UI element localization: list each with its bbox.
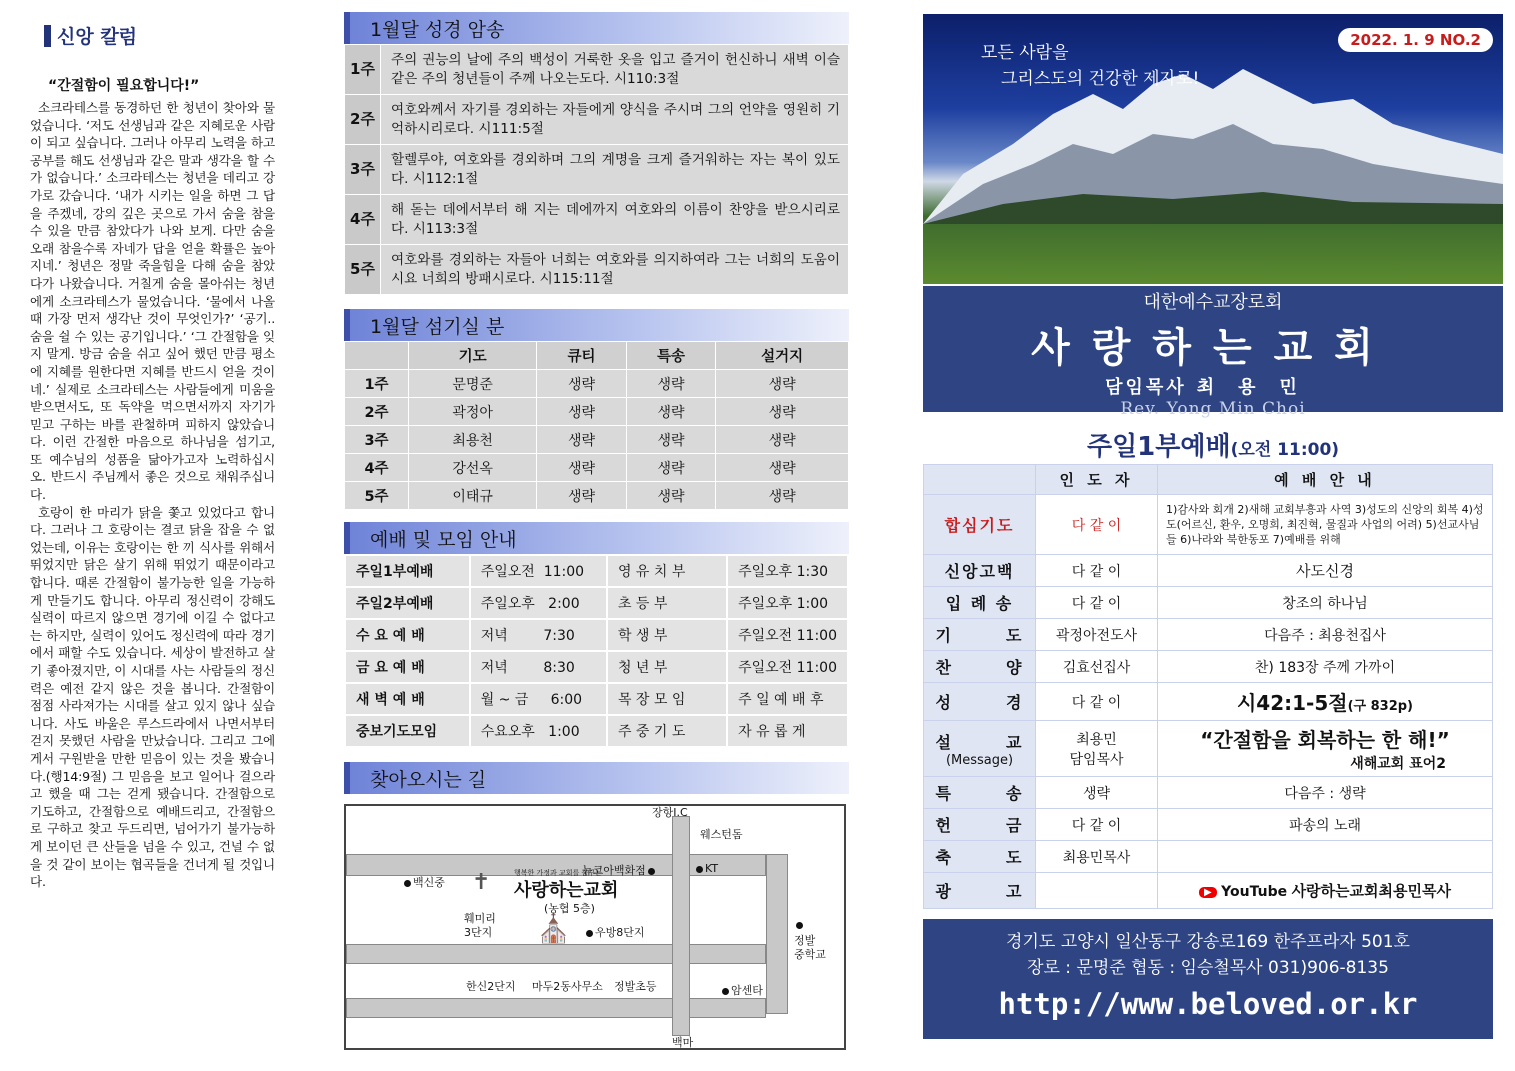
table-row [924,651,1493,683]
week-cell: 1주 [345,370,409,398]
cell: 생략 [716,370,849,398]
map-label: 3단지 [464,926,493,939]
service-hour: 11:00 [543,564,585,580]
order-name: 입 례 송 [924,587,1036,619]
order-info: 1)감사와 회개 2)새해 교회부흥과 사역 3)성도의 신앙의 회복 4)성도(어르신, 환우, 오명희, 최진혁, 물질과 사업의 어려) 5)선교사님들 6)나라와 북한동포 7)예배를 위해 [1158,495,1493,555]
service-day: 수요오후 [480,724,535,740]
table-row [345,195,849,245]
map-label: 행복한 가정과 교회를 꿈꾸는 [514,869,602,877]
map-label: 웨스턴돔 [700,828,743,841]
order-name-text: 설 교 [935,732,1024,752]
service-time [470,715,607,747]
map-label [720,982,763,998]
verse-cell: 여호와를 경외하는 자들아 너희는 여호와를 의지하여라 그는 너희의 도움이시요 너희의 방패시로다. 시115:11절 [381,245,849,295]
issue-date-badge: 2022. 1. 9 NO.2 [1338,28,1493,52]
cell: 생략 [537,370,627,398]
order-leader: 다 같 이 [1036,495,1158,555]
column-title: 신앙 칼럼 [44,22,275,49]
worship-order-table [923,464,1493,909]
group-time: 주일오전 11:00 [727,619,848,651]
table-row [345,454,849,482]
cell: 이태규 [409,482,537,510]
table-row [924,683,1493,721]
order-leader: 다 같 이 [1036,683,1158,721]
table-row [345,245,849,295]
pastor-english: Rev. Yong Min Choi [1120,399,1306,419]
verse-cell: 할렐루야, 여호와를 경외하며 그의 계명을 크게 즐거워하는 자는 복이 있도다. 시112:1절 [381,145,849,195]
header-leader: 인 도 자 [1036,465,1158,495]
table-row [345,398,849,426]
service-name: 중보기도모임 [345,715,470,747]
duty-table [344,341,849,510]
worship-title [923,426,1503,464]
cell: 생략 [537,426,627,454]
cell: 생략 [626,398,716,426]
week-cell: 2주 [345,398,409,426]
map-label: 마두2동사무소 [532,980,603,993]
map-label-text: 백신중 [413,876,445,889]
church-name: 사랑하는교회 [1031,325,1395,371]
service-hour: 6:00 [550,692,583,708]
table-row [924,721,1493,777]
week-cell: 4주 [345,454,409,482]
service-time [470,619,607,651]
table-row [924,777,1493,809]
contact-line: 장로 : 문명준 협동 : 임승철목사 031)906-8135 [1027,958,1389,978]
pastor-line [923,373,1503,399]
group-time: 자 유 롭 게 [727,715,848,747]
scripture: 시42:1-5절 [1236,691,1348,715]
youtube-play-icon: ▶ [1199,887,1217,898]
week-cell: 5주 [345,245,381,295]
map-label: 정발 [794,934,816,947]
table-row [345,482,849,510]
church-building-icon: ⛪ [536,912,571,945]
map-label: 중학교 [794,948,826,961]
map-label: 백마 [672,1036,694,1049]
service-hour: 2:00 [548,596,580,612]
cell: 최용천 [409,426,537,454]
header-special: 특송 [626,342,716,370]
cover-column [923,14,1503,1039]
blank-header [345,342,409,370]
table-row [345,426,849,454]
order-leader: 다 같 이 [1036,587,1158,619]
group-name: 학 생 부 [607,619,727,651]
service-time [470,587,607,619]
road [346,998,766,1018]
table-row [345,555,848,587]
cell: 생략 [626,482,716,510]
duty-title: 1월달 섬기실 분 [344,309,849,341]
pastor-name: 최용민 [1196,377,1321,398]
poi-dot-icon [586,930,593,937]
service-name: 주일2부예배 [345,587,470,619]
order-leader: 곽정아전도사 [1036,619,1158,651]
group-time: 주일오전 11:00 [727,651,848,683]
road [346,944,766,964]
week-cell: 1주 [345,45,381,95]
order-leader: 다 같 이 [1036,809,1158,841]
group-name: 청 년 부 [607,651,727,683]
order-info: 사도신경 [1158,555,1493,587]
table-header-row [924,465,1493,495]
faith-column [30,22,275,891]
memory-title: 1월달 성경 암송 [344,12,849,44]
cell: 생략 [716,426,849,454]
cell: 생략 [716,454,849,482]
order-info: 다음주 : 최용천집사 [1158,619,1493,651]
youtube-brand: YouTube [1221,884,1288,900]
service-name: 주일1부예배 [345,555,470,587]
order-info: 창조의 하나님 [1158,587,1493,619]
order-name-sub: (Message) [945,752,1014,768]
group-name: 주 중 기 도 [607,715,727,747]
cell: 생략 [537,482,627,510]
week-cell: 3주 [345,426,409,454]
service-hour: 7:30 [543,628,575,644]
header-dishes: 설거지 [716,342,849,370]
map-label-text: 암센타 [731,984,763,997]
order-leader: 다 같 이 [1036,555,1158,587]
blank-header [924,465,1036,495]
group-time: 주 일 예 배 후 [727,683,848,715]
group-name: 초 등 부 [607,587,727,619]
table-row [924,555,1493,587]
map-label-text: 뉴코아백화점 [582,864,646,877]
table-header-row [345,342,849,370]
column-paragraph-1: 소크라테스를 동경하던 한 청년이 찾아와 물었습니다. ‘저도 선생님과 같은 지혜로운 사람이 되고 싶습니다. 그러나 아무리 노력을 하고 공부를 해도 선생님과 같은 말과 생각을 할 수가 없습니다.’ 소크라테스는 청년을 데리고 강가로 갔습니다. ‘내가 시키는 일을 하면 그 답을 주겠네, 강의 깊은 곳으로 가서 숨을 참을 수 있을 만큼 참았다가 나와 보게. 다만 숨을 오래 참을수록 자네가 답을 얻을 확률은 높아지네.’ 청년은 정말 죽을힘을 다해 숨을 참았다가 나왔습니다. 거칠게 숨을 몰아쉬는 청년에게 소크라테스가 물었습니다. ‘물에서 나올 때 가장 먼저 생각난 것이 무엇인가?’ ‘공기.. 숨을 쉴 수 있는 공기입니다.’ ‘그 간절함을 잊지 말게. 방금 숨을 쉬고 싶어 했던 만큼 평소에 지혜를 원한다면 지혜를 반드시 얻을 것이네.’ 실제로 소크라테스는 사람들에게 미움을 받으면서도, 또 독약을 먹으면서까지 자기가 믿고 구하는 바를 관철하며 피하지 않았습니다. 이런 간절한 마음으로 하나님을 섬기고, 또 예수님의 성품을 닮아가고자 노력하십시오. 반드시 주님께서 좋은 것으로 채워주십니다. [30,100,275,503]
worship-time: (오전 11:00) [1230,440,1340,460]
order-info [1158,683,1493,721]
order-info: 찬) 183장 주께 가까이 [1158,651,1493,683]
week-cell: 2주 [345,95,381,145]
column-paragraph-2: 호랑이 한 마리가 닭을 쫓고 있었다고 합니다. 그러나 그 호랑이는 결코 닭을 잡을 수 없었는데, 이유는 호랑이는 한 끼 식사를 위해서 뛰었지만 닭은 살기 위해 뛰었기 때문이라고 합니다. 때론 간절함이 불가능한 일을 가능하게 만들기도 합니다. 아무리 정신력이 강해도 실력이 따르지 않으면 경기에 이길 수 없다고는 하지만, 실력이 있어도 정신력에 따라 경기에서 패할 수도 있습니다. 세상이 발전하고 살기 좋아졌지만, 이 시대를 사는 사람들의 정신력은 예전 같지 않은 것을 봅니다. 간절함이 점점 사라져가는 시대를 살고 있지 않나 싶습니다. 사도 바울은 루스드라에서 나면서부터 걷지 못했던 사람을 만났습니다. 그리고 그에게서 구원받을 만한 믿음이 있는 것을 봤습니다.(행14:9절) 그 믿음을 보고 일어나 걸으라고 했을 때 그는 걷게 됐습니다. 간절함으로 기도하고, 간절함으로 예배드리고, 간절함으로 구하고 찾고 두드리면, 넘어가기 불가능하게 보이던 큰 산들을 넘을 수 있고, 건널 수 없을 것 같이 보이는 협곡들을 건너게 될 것입니다. [30,504,275,890]
order-leader-text: 최용민 [1076,731,1117,748]
map-label-text: KT [705,862,719,875]
cell: 문명준 [409,370,537,398]
table-row [345,145,849,195]
cell: 생략 [626,454,716,482]
service-day: 월 ~ 금 [480,692,529,708]
header-prayer: 기도 [409,342,537,370]
map-label-text: 우방8단지 [595,926,645,939]
header-info: 예 배 안 내 [1158,465,1493,495]
youtube-channel: 사랑하는교회최용민목사 [1291,882,1451,900]
youtube-link[interactable] [1158,873,1493,909]
cover-image [923,14,1503,284]
worship-name: 주일1부예배 [1086,432,1231,462]
services-table [344,554,849,748]
table-row [345,587,848,619]
table-row [345,619,848,651]
service-day: 주일오전 [480,564,535,580]
column-heading: “간절함이 필요합니다!” [48,78,200,94]
verse-cell: 해 돋는 데에서부터 해 지는 데에까지 여호와의 이름이 찬양을 받으시리로다. 시113:3절 [381,195,849,245]
cell: 생략 [537,398,627,426]
website-link[interactable]: http://www.beloved.or.kr [998,987,1418,1021]
week-cell: 3주 [345,145,381,195]
table-row [345,651,848,683]
table-row [345,715,848,747]
order-name [924,721,1036,777]
map-label [584,924,645,940]
poi-dot-icon [796,922,803,929]
cell: 강선옥 [409,454,537,482]
order-name: 합심기도 [924,495,1036,555]
service-name: 새 벽 예 배 [345,683,470,715]
order-name: 광 고 [924,873,1036,909]
order-name: 기 도 [924,619,1036,651]
map-label: (농협 5층) [544,902,595,915]
cell: 곽정아 [409,398,537,426]
order-name: 축 도 [924,841,1036,873]
service-time [470,683,607,715]
map-title: 찾아오시는 길 [344,762,849,794]
week-cell: 4주 [345,195,381,245]
group-time: 주일오후 1:30 [727,555,848,587]
address-line: 경기도 고양시 일산동구 강송로169 한주프라자 501호 [1006,932,1410,952]
verse-cell: 여호와께서 자기를 경외하는 자들에게 양식을 주시며 그의 언약을 영원히 기억하시리로다. 시111:5절 [381,95,849,145]
table-row [924,587,1493,619]
table-row [345,683,848,715]
scripture-page: (구 832p) [1347,699,1414,714]
order-name: 성 경 [924,683,1036,721]
order-name: 신앙고백 [924,555,1036,587]
group-name: 영 유 치 부 [607,555,727,587]
denomination: 대한예수교장로회 [1143,292,1283,313]
order-leader-sub: 담임목사 [1069,751,1124,768]
order-name: 특 송 [924,777,1036,809]
service-hour: 8:30 [543,660,575,676]
week-cell: 5주 [345,482,409,510]
service-time [470,555,607,587]
order-info [1158,841,1493,873]
group-time: 주일오후 1:00 [727,587,848,619]
map-label: 훼미리 [464,912,496,925]
order-info: 다음주 : 생략 [1158,777,1493,809]
map-label [402,874,445,890]
slogan-line-1: 모든 사람을 [981,43,1069,63]
service-day: 주일오후 [480,596,535,612]
cell: 생략 [626,370,716,398]
order-name: 헌 금 [924,809,1036,841]
service-name: 수 요 예 배 [345,619,470,651]
cell: 생략 [716,482,849,510]
cell: 생략 [716,398,849,426]
footer-address [923,919,1493,1039]
poi-dot-icon [648,868,655,875]
title-bar-icon [44,25,51,47]
road [766,854,788,1014]
order-name: 찬 양 [924,651,1036,683]
map-label [794,918,805,931]
slogan-line-2: 그리스도의 건강한 제자로! [1001,69,1200,89]
location-map [344,804,846,1050]
service-time [470,651,607,683]
map-label: 장항I.C [652,806,688,819]
church-logo-icon: ✝ [472,870,491,895]
map-label: 정발초등 [614,980,657,993]
table-row [924,809,1493,841]
group-name: 목 장 모 임 [607,683,727,715]
map-label-church: 사랑하는교회 [514,880,619,901]
church-band [923,286,1503,419]
order-leader: 생략 [1036,777,1158,809]
table-row [924,841,1493,873]
poi-dot-icon [404,880,411,887]
service-name: 금 요 예 배 [345,651,470,683]
map-label [694,862,718,875]
info-column [344,12,849,1050]
services-title: 예배 및 모임 안내 [344,522,849,554]
table-row [924,873,1493,909]
cell: 생략 [626,426,716,454]
order-info [1158,721,1493,777]
pastor-title: 담임목사 [1105,377,1187,398]
verse-cell: 주의 권능의 날에 주의 백성이 거룩한 옷을 입고 즐거이 헌신하니 새벽 이슬 같은 주의 청년들이 주께 나오는도다. 시110:3절 [381,45,849,95]
service-day: 저녁 [480,628,508,644]
table-row [345,95,849,145]
table-row [924,619,1493,651]
sermon-title: “간절함을 회복하는 한 해!” [1200,728,1450,752]
road [672,816,690,1036]
table-row [345,45,849,95]
map-label: 한신2단지 [466,980,516,993]
order-leader [1036,873,1158,909]
memory-table [344,44,849,295]
order-leader [1036,721,1158,777]
order-leader: 최용민목사 [1036,841,1158,873]
order-leader: 김효선집사 [1036,651,1158,683]
service-hour: 1:00 [548,724,580,740]
table-row [924,495,1493,555]
header-qt: 큐티 [537,342,627,370]
poi-dot-icon [722,988,729,995]
cell: 생략 [537,454,627,482]
table-row [345,370,849,398]
service-day: 저녁 [480,660,508,676]
column-body [30,99,275,891]
order-info: 파송의 노래 [1158,809,1493,841]
sermon-sub: 새해교회 표어2 [1350,756,1446,772]
poi-dot-icon [696,866,703,873]
